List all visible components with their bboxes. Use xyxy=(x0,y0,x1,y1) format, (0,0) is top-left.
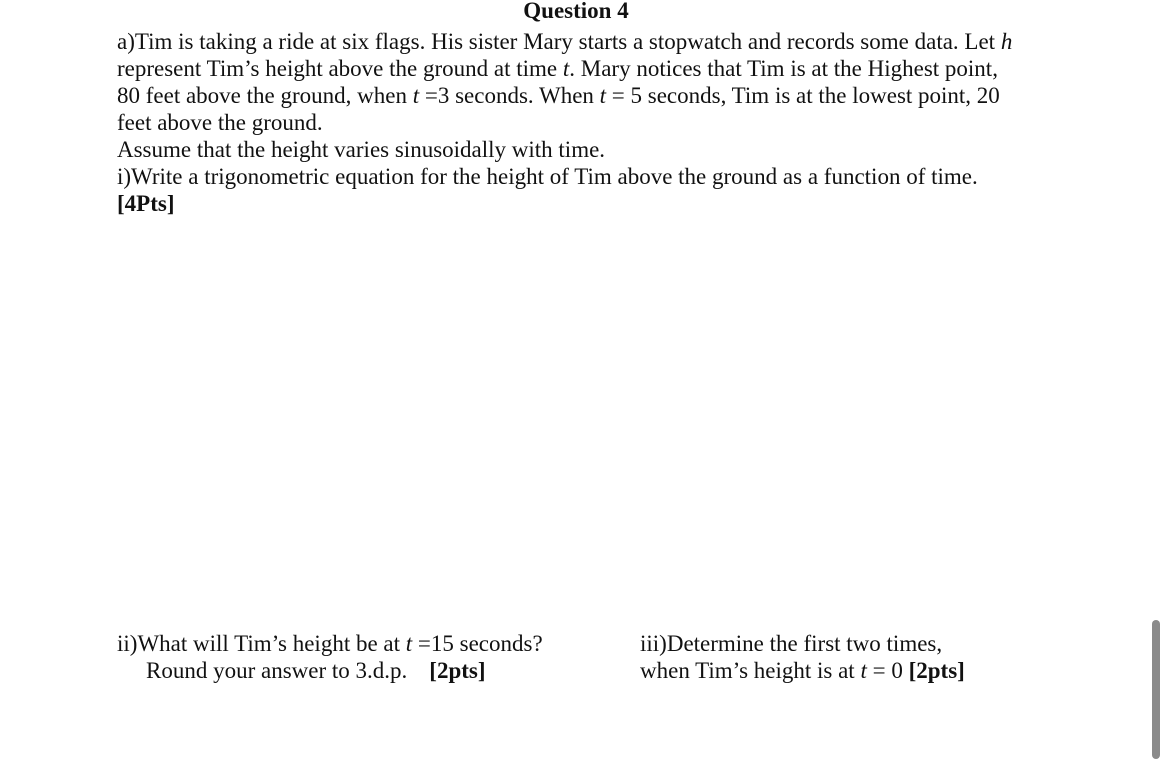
question-title: Question 4 xyxy=(523,0,629,23)
part-ii-line-1 xyxy=(117,630,543,657)
vertical-scrollbar[interactable] xyxy=(1152,620,1160,759)
variable-t: t xyxy=(562,56,570,81)
part-a-text xyxy=(117,28,1047,217)
part-iii-line-1: iii)Determine the first two times, xyxy=(640,631,943,656)
part-ii-points: [2pts] xyxy=(429,658,486,683)
part-a-line-3 xyxy=(117,82,1047,109)
part-ii-question xyxy=(117,630,543,684)
part-iii-line-2-text: when Tim’s height is at xyxy=(640,658,861,683)
part-a-line-1 xyxy=(117,28,1047,55)
part-a-line-3-suffix: = 5 seconds, Tim is at the lowest point, 20 xyxy=(606,83,1000,108)
part-iii-line-2-suffix: = 0 xyxy=(866,658,909,683)
variable-t: t xyxy=(412,83,420,108)
part-a-line-5: Assume that the height varies sinusoidally with time. xyxy=(117,137,606,162)
part-i-question: i)Write a trigonometric equation for the height of Tim above the ground as a function of time. xyxy=(117,164,978,189)
variable-h: h xyxy=(1000,29,1013,54)
variable-t: t xyxy=(405,631,413,656)
part-a-line-3-mid: =3 seconds. When xyxy=(419,83,600,108)
part-a-line-1-text: a)Tim is taking a ride at six flags. His sister Mary starts a stopwatch and records some data. Let xyxy=(117,29,1001,54)
part-a-line-2-text: represent Tim’s height above the ground at time xyxy=(117,56,563,81)
part-iii-points: [2pts] xyxy=(908,658,965,683)
part-iii-line-2 xyxy=(640,657,965,684)
part-ii-line-1-text: ii)What will Tim’s height be at xyxy=(117,631,406,656)
part-i-points: [4Pts] xyxy=(117,191,175,216)
part-a-line-2 xyxy=(117,55,1047,82)
part-iii-question xyxy=(640,630,965,684)
part-a-line-2-suffix: . Mary notices that Tim is at the Highest point, xyxy=(569,56,998,81)
variable-t: t xyxy=(599,83,607,108)
part-ii-line-2 xyxy=(117,657,543,684)
part-ii-instruction: Round your answer to 3.d.p. xyxy=(146,658,408,683)
part-ii-line-1-suffix: =15 seconds? xyxy=(412,631,543,656)
part-a-line-4: feet above the ground. xyxy=(117,110,323,135)
part-a-line-3-text: 80 feet above the ground, when xyxy=(117,83,413,108)
variable-t: t xyxy=(860,658,867,683)
